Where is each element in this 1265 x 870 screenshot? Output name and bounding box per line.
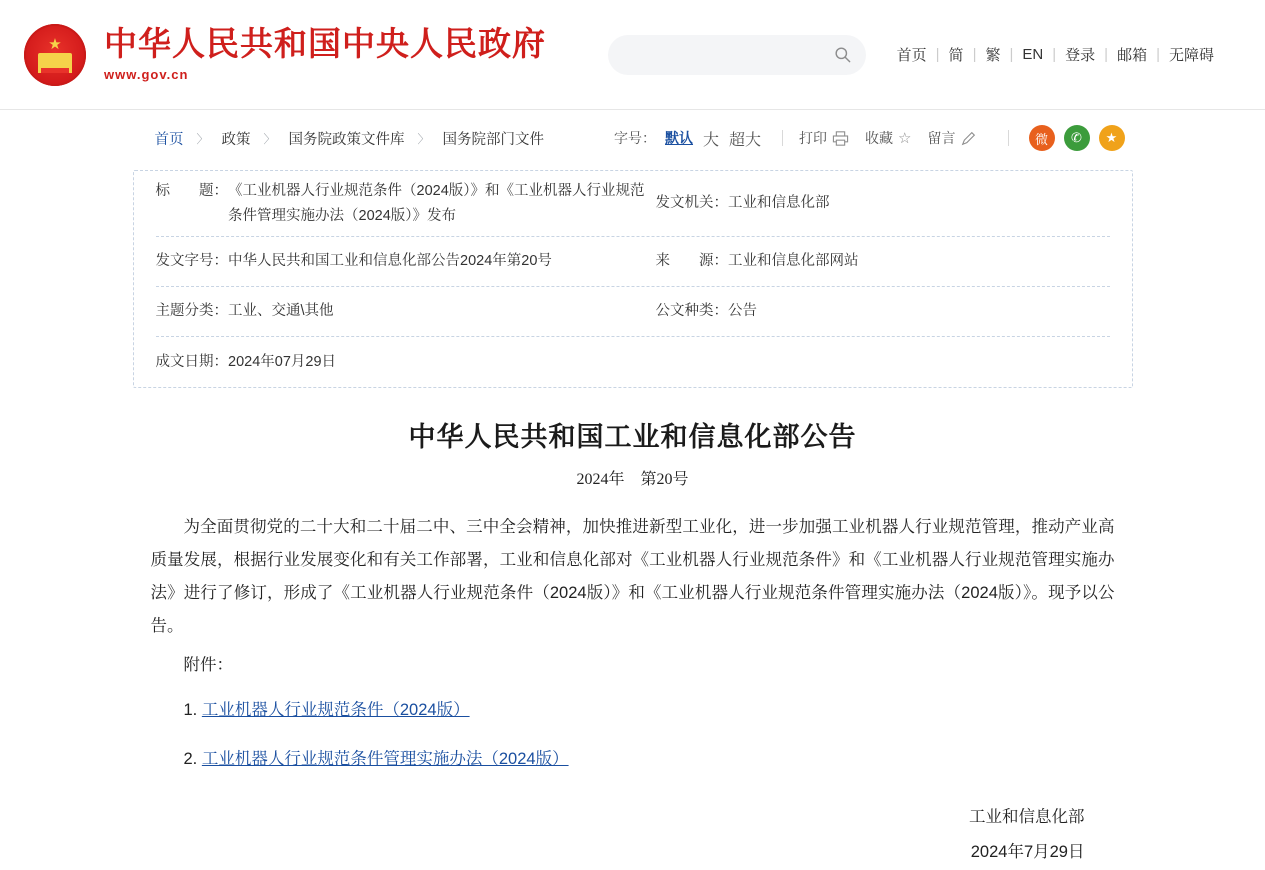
pencil-icon[interactable] bbox=[961, 131, 976, 146]
metadata-key: 来 源： bbox=[655, 253, 728, 270]
header-link-separator: | bbox=[1009, 46, 1014, 63]
header-link-simplified[interactable]: 简 bbox=[948, 47, 964, 64]
signature-organization: 工业和信息化部 bbox=[969, 808, 1085, 827]
header-link-separator: | bbox=[972, 46, 977, 63]
breadcrumb-item-home[interactable]: 首页 bbox=[154, 131, 184, 148]
metadata-value: 中华人民共和国工业和信息化部公告2024年第20号 bbox=[228, 253, 552, 270]
header-right bbox=[608, 35, 1223, 75]
metadata-value: 公告 bbox=[728, 303, 757, 320]
attachment-number: 2. bbox=[183, 750, 198, 769]
attachments-list bbox=[151, 694, 1115, 776]
breadcrumb-toolbar bbox=[133, 110, 1133, 166]
fontsize-extra-large[interactable]: 超大 bbox=[729, 131, 762, 149]
breadcrumb-separator: 〉 bbox=[417, 131, 430, 146]
document-signature bbox=[151, 800, 1115, 869]
header-link-login[interactable]: 登录 bbox=[1065, 47, 1096, 64]
attachment-link-2[interactable]: 工业机器人行业规范条件管理实施办法（2024版） bbox=[201, 750, 569, 769]
metadata-value: 工业和信息化部网站 bbox=[728, 253, 859, 270]
printer-icon[interactable] bbox=[832, 131, 849, 146]
document-paragraph: 为全面贯彻党的二十大和二十届二中、三中全会精神，加快推进新型工业化，进一步加强工业机器人行业规范管理，推动产业高质量发展，根据行业发展变化和有关工作部署，工业和信息化部对《工业机器人行业规范条件》和《工业机器人行业规范管理实施办法》进行了修订，形成了《工业机器人行业规范条件（2024版）》和《工业机器人行业规范条件管理实施办法（2024版）》。现予以公告。 bbox=[150, 518, 1115, 636]
metadata-key: 公文种类： bbox=[655, 303, 728, 320]
metadata-key: 成文日期： bbox=[155, 353, 228, 370]
search-icon[interactable] bbox=[833, 45, 852, 64]
metadata-issuer-cell bbox=[656, 191, 1110, 216]
page-wrapper bbox=[133, 110, 1133, 870]
header-link-english[interactable]: EN bbox=[1022, 46, 1044, 63]
header-link-separator: | bbox=[935, 46, 940, 63]
document-subtitle: 2024年 第20号 bbox=[576, 471, 689, 489]
site-brand[interactable] bbox=[104, 27, 546, 83]
page-title: 中华人民共和国工业和信息化部公告 bbox=[408, 422, 857, 453]
national-emblem-icon bbox=[24, 24, 86, 86]
document-metadata-table bbox=[133, 170, 1133, 388]
site-domain: www.gov.cn bbox=[104, 67, 189, 83]
fontsize-label: 字号： bbox=[614, 130, 657, 146]
header-link-home[interactable]: 首页 bbox=[896, 47, 927, 64]
header-link-accessibility[interactable]: 无障碍 bbox=[1168, 47, 1214, 64]
wechat-icon[interactable]: ✆ bbox=[1064, 125, 1090, 151]
toolbar-divider bbox=[1008, 130, 1009, 146]
comment-button[interactable] bbox=[928, 128, 976, 148]
site-header bbox=[0, 0, 1265, 110]
breadcrumb-separator: 〉 bbox=[196, 131, 209, 146]
breadcrumb-item-policy[interactable]: 政策 bbox=[221, 131, 251, 148]
metadata-source-cell bbox=[656, 249, 1110, 274]
list-item bbox=[151, 694, 1115, 727]
toolbar-divider bbox=[782, 130, 783, 146]
metadata-value: 工业、交通\其他 bbox=[228, 303, 334, 320]
search-input[interactable] bbox=[626, 46, 833, 64]
metadata-title-cell bbox=[156, 179, 656, 228]
site-title: 中华人民共和国中央人民政府 bbox=[104, 26, 546, 63]
toolbar bbox=[614, 125, 1132, 151]
weibo-icon[interactable]: 微 bbox=[1029, 125, 1055, 151]
favorite-icon[interactable]: ★ bbox=[1099, 125, 1125, 151]
fontsize-group bbox=[614, 127, 766, 150]
signature-date: 2024年7月29日 bbox=[970, 842, 1085, 861]
fontsize-large[interactable]: 大 bbox=[703, 131, 720, 149]
header-links bbox=[888, 44, 1223, 65]
print-label: 打印 bbox=[799, 130, 828, 146]
metadata-row bbox=[156, 337, 1110, 387]
list-item bbox=[151, 743, 1115, 776]
breadcrumb-separator: 〉 bbox=[263, 131, 276, 146]
emblem-gate-icon bbox=[38, 53, 72, 73]
print-button[interactable] bbox=[799, 128, 849, 148]
document-body bbox=[133, 511, 1133, 869]
metadata-key: 发文机关： bbox=[655, 195, 728, 212]
metadata-date-cell bbox=[156, 350, 1110, 375]
favorite-label: 收藏 bbox=[865, 130, 894, 146]
metadata-row bbox=[156, 171, 1110, 237]
header-link-traditional[interactable]: 繁 bbox=[985, 47, 1001, 64]
fontsize-default[interactable]: 默认 bbox=[665, 130, 694, 146]
breadcrumb bbox=[155, 128, 545, 149]
header-link-mail[interactable]: 邮箱 bbox=[1117, 47, 1148, 64]
comment-label: 留言 bbox=[927, 130, 956, 146]
star-icon[interactable]: ☆ bbox=[898, 130, 912, 147]
metadata-key: 发文字号： bbox=[155, 253, 228, 270]
metadata-row bbox=[156, 237, 1110, 287]
breadcrumb-item-policy-library[interactable]: 国务院政策文件库 bbox=[288, 131, 405, 148]
header-link-separator: | bbox=[1052, 46, 1057, 63]
attachments-label: 附件： bbox=[183, 656, 233, 675]
attachment-number: 1. bbox=[183, 701, 198, 720]
metadata-key: 主题分类： bbox=[155, 303, 228, 320]
emblem-star-icon: ★ bbox=[48, 35, 62, 53]
metadata-value: 2024年07月29日 bbox=[228, 353, 337, 370]
metadata-key: 标 题： bbox=[155, 183, 228, 199]
header-link-separator: | bbox=[1104, 46, 1109, 63]
attachment-link-1[interactable]: 工业机器人行业规范条件（2024版） bbox=[201, 701, 470, 720]
metadata-value: 工业和信息化部 bbox=[728, 195, 830, 212]
favorite-button[interactable] bbox=[865, 128, 911, 148]
breadcrumb-item-department-documents[interactable]: 国务院部门文件 bbox=[442, 131, 545, 148]
metadata-value: 《工业机器人行业规范条件（2024版）》和《工业机器人行业规范条件管理实施办法（2024版）》发布 bbox=[228, 183, 645, 224]
metadata-category-cell bbox=[156, 299, 656, 324]
social-share-group bbox=[1029, 125, 1125, 151]
header-link-separator: | bbox=[1156, 46, 1160, 63]
search-box[interactable] bbox=[608, 35, 866, 75]
metadata-row bbox=[156, 287, 1110, 337]
metadata-doctype-cell bbox=[656, 299, 1110, 324]
metadata-docnumber-cell bbox=[156, 249, 656, 274]
